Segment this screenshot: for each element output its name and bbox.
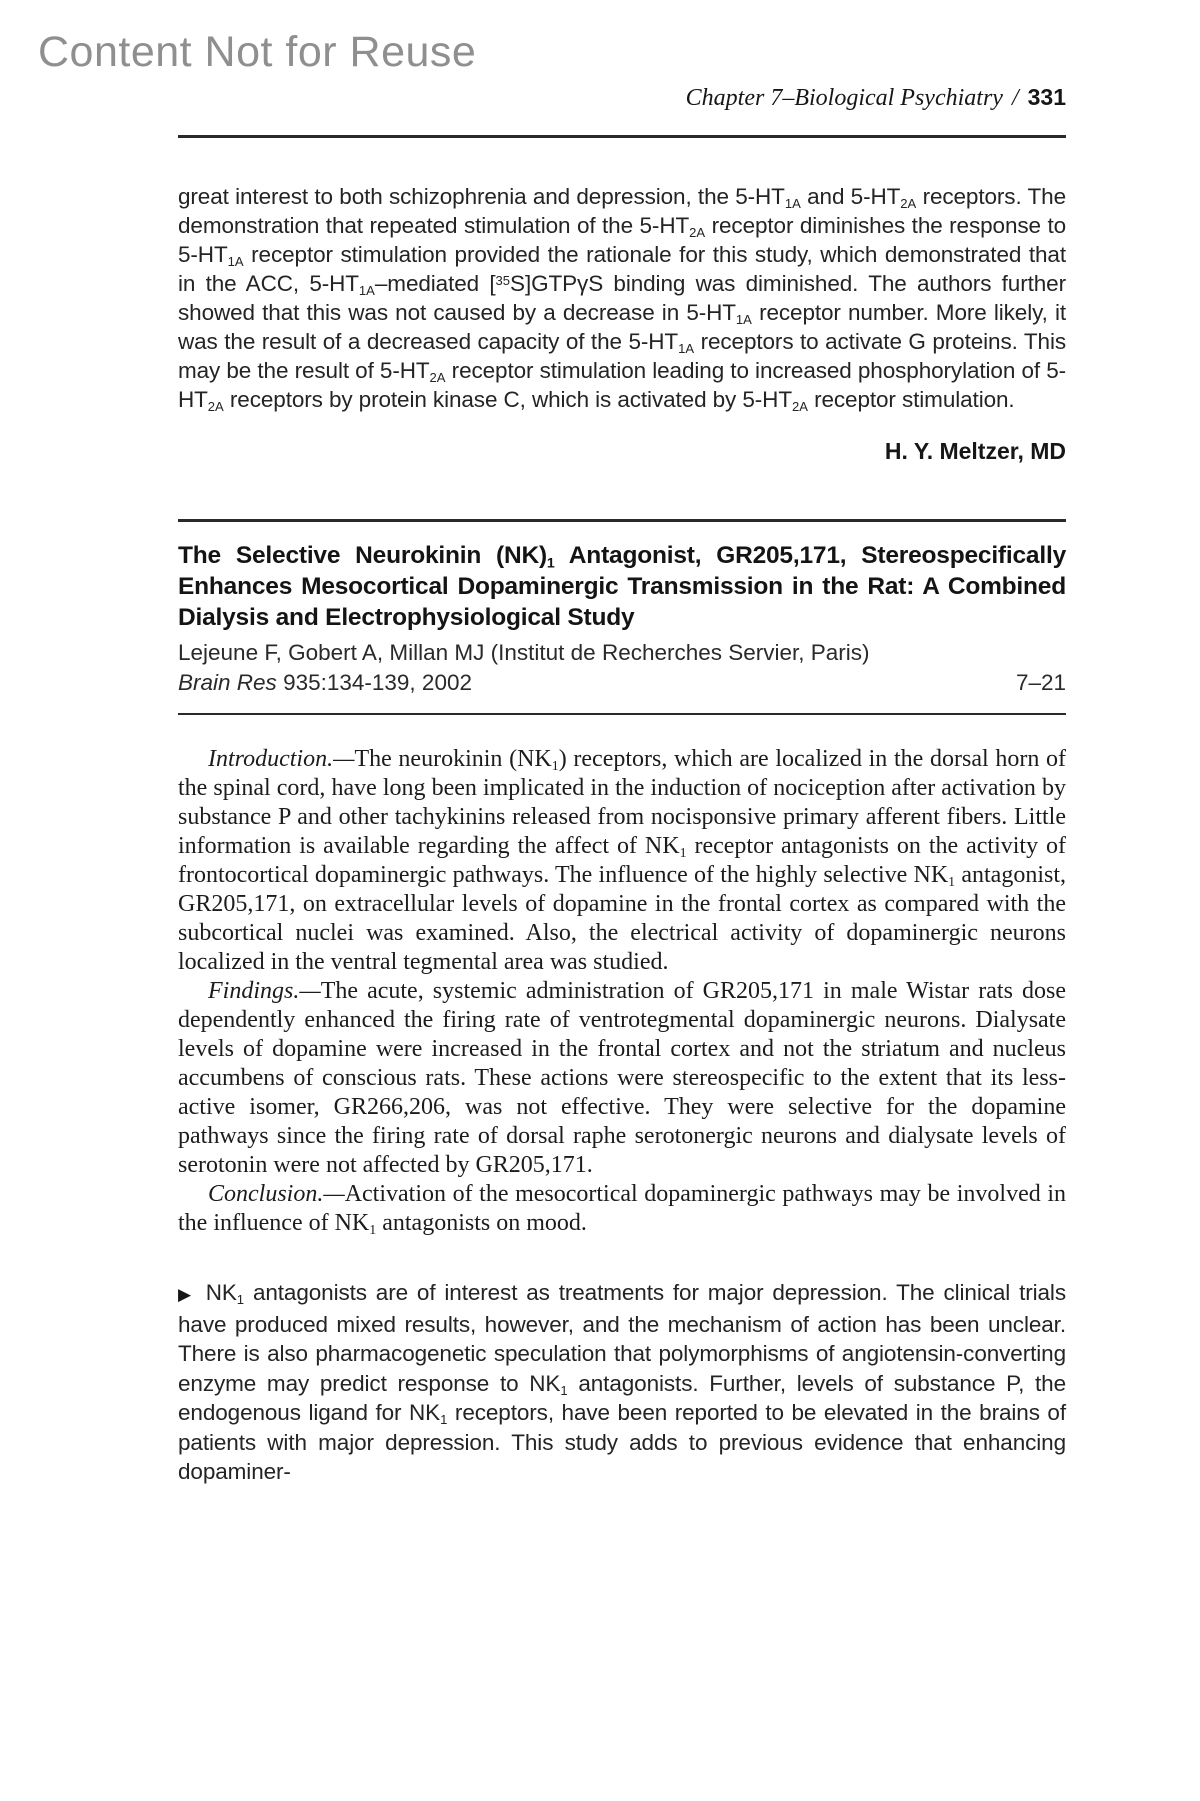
header-rule — [178, 135, 1066, 138]
running-head — [178, 84, 1066, 111]
introduction-text: The neurokinin $(NK_1)$ receptors, which are localized in the dorsal horn of the spinal cord, have long been implicated in the induction of nociception after activation by substance P and other tachykinins released from nocisponsive primary afferent fibers. Little information is available regarding the affect of $NK_1$ receptor antagonists on the activity of frontocortical dopaminergic pathways. The influence of the highly selective $NK_1$ antagonist, GR205,171, on extracellular levels of dopamine in the frontal cortex as compared with the subcortical nuclei was examined. Also, the electrical activity of dopaminergic neurons localized in the ventral tegmental area was studied. — [178, 746, 1066, 975]
article-title: The Selective Neurokinin $(NK)_1$ Antagonist, GR205,171, Stereospecifically Enhances Mesocortical Dopaminergic Transmission in the Rat: A Combined Dialysis and Electrophysiological Study — [178, 542, 1066, 631]
page-number-separator: / — [1011, 85, 1019, 111]
introduction-paragraph — [178, 745, 1066, 977]
commentary-text: $NK_1$ antagonists are of interest as treatments for major depression. The clinical trials have produced mixed results, however, and the mechanism of action has been unclear. There is also pharmacogenetic speculation that polymorphisms of angiotensin-converting enzyme may predict response to $NK_1$ antagonists. Further, levels of substance P, the endogenous ligand for $NK_1$ receptors, have been reported to be elevated in the brains of patients with major depression. This study adds to previous evidence that enhancing dopaminer- — [178, 1280, 1067, 1484]
carryover-paragraph: great interest to both schizophrenia and depression, the $5-HT_{1A}$ and $5-HT_{2A}$ receptors. The demonstration that repeated stimulation of the $5-HT_{2A}$ receptor diminishes the response to $5-HT_{1A}$ receptor stimulation provided the rationale for this study, which demonstrated that in the ACC, $5-HT_{1A}$–mediated [$^{35}$S]GTPγS binding was diminished. The authors further showed that this was not caused by a decrease in $5-HT_{1A}$ receptor number. More likely, it was the result of a decreased capacity of the $5-HT_{1A}$ receptors to activate G proteins. This may be the result of $5-HT_{2A}$ receptor stimulation leading to increased phosphorylation of $5-HT_{2A}$ receptors by protein kinase C, which is activated by $5-HT_{2A}$ receptor stimulation. — [178, 184, 1067, 414]
abstract-block — [178, 745, 1066, 1238]
article-top-rule — [178, 519, 1066, 522]
findings-label: Findings.— — [208, 978, 321, 1004]
commentary-paragraph — [178, 1278, 1066, 1487]
page-content — [178, 84, 1066, 1487]
article-citation — [178, 669, 472, 697]
article-bottom-rule — [178, 713, 1066, 715]
reference-number: 7–21 — [1015, 670, 1066, 695]
chapter-title: Chapter 7–Biological Psychiatry — [685, 85, 1003, 111]
journal-name: Brain Res — [178, 670, 277, 695]
author-signature: H. Y. Meltzer, MD — [884, 438, 1066, 464]
introduction-label: Introduction.— — [208, 746, 355, 772]
conclusion-paragraph — [178, 1180, 1066, 1238]
page-number: 331 — [1027, 84, 1066, 110]
findings-paragraph — [178, 977, 1066, 1180]
conclusion-text: Activation of the mesocortical dopaminergic pathways may be involved in the influence of $NK_1$ antagonists on mood. — [178, 1181, 1066, 1239]
citation-details: 935:134-139, 2002 — [283, 670, 472, 695]
commentary-bullet-icon: ▶ — [178, 1285, 194, 1304]
findings-text: The acute, systemic administration of GR205,171 in male Wistar rats dose dependently enhanced the firing rate of ventrotegmental dopaminergic neurons. Dialysate levels of dopamine were increased in the frontal cortex and not the striatum and nucleus accumbens of conscious rats. These actions were stereospecific to the extent that its less-active isomer, GR266,206, was not effective. They were selective for the dopamine pathways since the firing rate of dorsal raphe serotonergic neurons and dialysate levels of serotonin were not affected by GR205,171. — [178, 978, 1066, 1178]
conclusion-label: Conclusion.— — [208, 1181, 345, 1207]
reuse-watermark: Content Not for Reuse — [38, 28, 477, 76]
citation-row — [178, 669, 1066, 697]
article-authors: Lejeune F, Gobert A, Millan MJ (Institut de Recherches Servier, Paris) — [178, 640, 870, 665]
